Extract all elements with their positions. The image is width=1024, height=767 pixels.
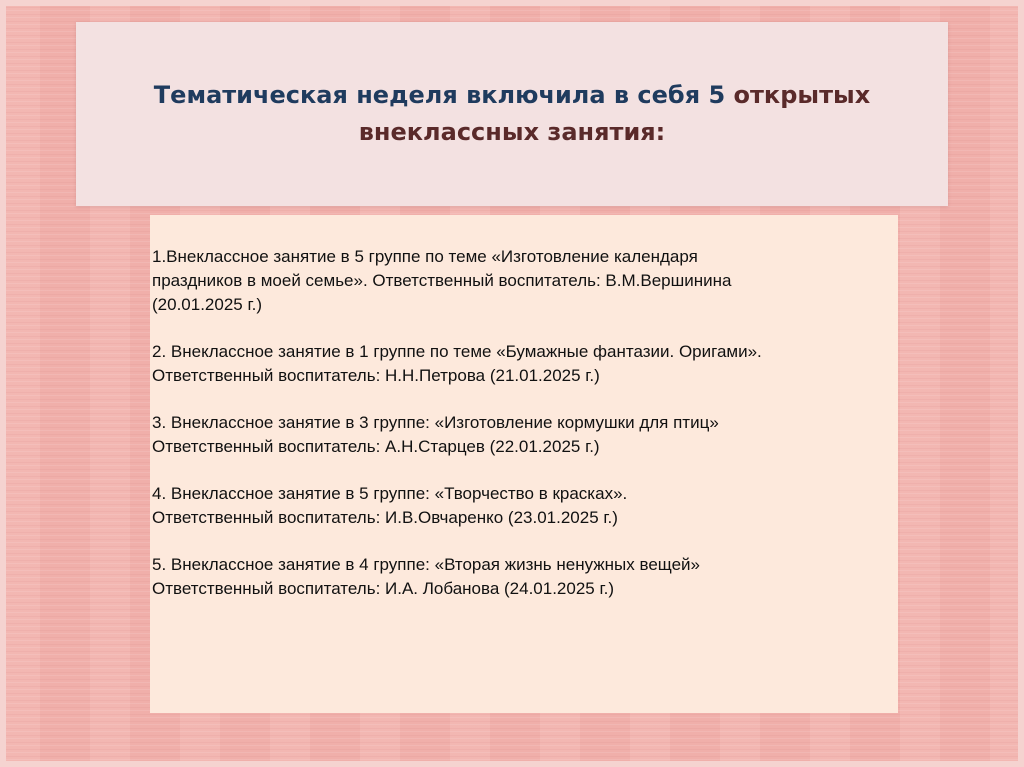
list-item-1-line-1: 1.Внеклассное занятие в 5 группе по теме «Изготовление календаря bbox=[152, 247, 698, 266]
list-item-4-line-2: Ответственный воспитатель: И.В.Овчаренко (23.01.2025 г.) bbox=[152, 508, 618, 527]
list-item-5 bbox=[152, 553, 898, 601]
list-item-4 bbox=[152, 482, 898, 530]
list-item-2-line-2: Ответственный воспитатель: Н.Н.Петрова (21.01.2025 г.) bbox=[152, 366, 600, 385]
slide-title bbox=[132, 77, 892, 151]
list-item-1-line-3: (20.01.2025 г.) bbox=[152, 295, 262, 314]
list-item-3-line-2: Ответственный воспитатель: А.Н.Старцев (22.01.2025 г.) bbox=[152, 437, 600, 456]
list-item-4-line-1: 4. Внеклассное занятие в 5 группе: «Творчество в красках». bbox=[152, 484, 628, 503]
list-item-1 bbox=[152, 245, 898, 317]
list-item-2 bbox=[152, 340, 898, 388]
title-box bbox=[76, 22, 948, 206]
list-item-2-line-1: 2. Внеклассное занятие в 1 группе по теме «Бумажные фантазии. Оригами». bbox=[152, 342, 762, 361]
content-box bbox=[150, 215, 898, 713]
list-item-5-line-1: 5. Внеклассное занятие в 4 группе: «Вторая жизнь ненужных вещей» bbox=[152, 555, 700, 574]
list-item-1-line-2: праздников в моей семье». Ответственный воспитатель: В.М.Вершинина bbox=[152, 271, 732, 290]
list-item-5-line-2: Ответственный воспитатель: И.А. Лобанова (24.01.2025 г.) bbox=[152, 579, 614, 598]
list-item-3-line-1: 3. Внеклассное занятие в 3 группе: «Изготовление кормушки для птиц» bbox=[152, 413, 719, 432]
slide-title-rest: открытых внеклассных занятия: bbox=[358, 81, 871, 146]
list-item-3 bbox=[152, 411, 898, 459]
slide-title-lead: Тематическая неделя включила в себя 5 bbox=[153, 81, 726, 109]
